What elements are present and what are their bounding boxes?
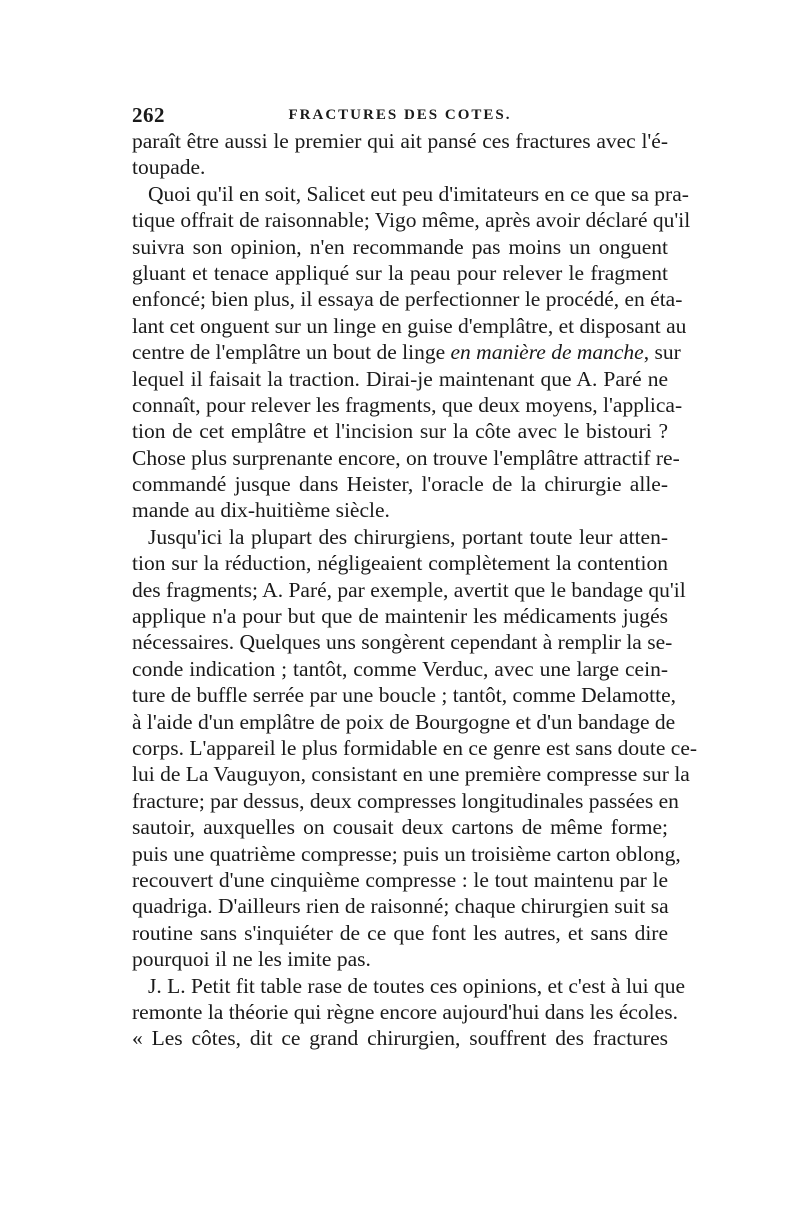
text-segment: sautoir, auxquelles on cousait deux cartons de même forme;: [132, 815, 668, 840]
running-title: FRACTURES DES COTES.: [288, 107, 512, 123]
text-line: [132, 841, 681, 867]
text-line: [132, 735, 698, 761]
text-line: [132, 867, 668, 893]
text-segment: gluant et tenace appliqué sur la peau pour relever le fragment: [132, 260, 668, 285]
text-line: [132, 788, 679, 814]
text-segment: remonte la théorie qui règne encore aujourd'hui dans les écoles.: [132, 999, 678, 1024]
text-line: [132, 893, 668, 919]
text-line: [132, 550, 668, 576]
text-segment: ture de buffle serrée par une boucle ; tantôt, comme Delamotte,: [132, 683, 677, 708]
text-line: [132, 418, 668, 444]
text-line: [132, 577, 686, 603]
text-segment: lequel il faisait la traction. Dirai-je maintenant que A. Paré ne: [132, 366, 668, 391]
text-line: [132, 154, 668, 180]
text-segment: lant cet onguent sur un linge en guise d'emplâtre, et disposant au: [132, 313, 687, 338]
text-line: [132, 629, 673, 655]
text-segment: lui de La Vauguyon, consistant en une première compresse sur la: [132, 762, 690, 787]
text-segment: tion de cet emplâtre et l'incision sur la côte avec le bistouri ?: [132, 419, 668, 444]
text-line: [132, 339, 681, 365]
text-line: [132, 603, 668, 629]
text-line: [132, 207, 691, 233]
text-segment: commandé jusque dans Heister, l'oracle de la chirurgie alle-: [132, 472, 668, 497]
text-segment: pourquoi il ne les imite pas.: [132, 947, 371, 972]
text-segment: conde indication ; tantôt, comme Verduc, avec une large cein-: [132, 656, 668, 681]
text-segment: Quoi qu'il en soit, Salicet eut peu d'imitateurs en ce que sa pra-: [148, 181, 689, 206]
text-line: [132, 946, 668, 972]
text-segment: à l'aide d'un emplâtre de poix de Bourgogne et d'un bandage de: [132, 709, 676, 734]
text-line: [132, 709, 676, 735]
text-line: [132, 471, 668, 497]
text-line: [132, 392, 683, 418]
text-segment: centre de l'emplâtre un bout de linge: [132, 340, 451, 365]
text-line: [132, 973, 686, 999]
text-segment: suivra son opinion, n'en recommande pas moins un onguent: [132, 234, 668, 259]
text-segment: connaît, pour relever les fragments, que deux moyens, l'applica-: [132, 392, 683, 417]
text-line: [132, 1025, 668, 1051]
text-line: [132, 682, 677, 708]
text-segment: mande au dix-huitième siècle.: [132, 498, 390, 523]
text-segment: « Les côtes, dit ce grand chirurgien, souffrent des fractures: [132, 1026, 668, 1051]
text-line: [132, 761, 690, 787]
text-line: [132, 234, 668, 260]
text-line: [132, 497, 668, 523]
text-line: [132, 445, 680, 471]
page-number: 262: [132, 103, 165, 127]
text-line: [132, 524, 668, 550]
text-line: [132, 920, 668, 946]
text-segment: Jusqu'ici la plupart des chirurgiens, portant toute leur atten-: [148, 524, 668, 549]
text-segment: fracture; par dessus, deux compresses longitudinales passées en: [132, 788, 679, 813]
text-line: [132, 313, 687, 339]
page-header: [132, 103, 668, 129]
text-segment: J. L. Petit fit table rase de toutes ces opinions, et c'est à lui que: [148, 973, 686, 998]
text-segment: enfoncé; bien plus, il essaya de perfectionner le procédé, en éta-: [132, 287, 683, 312]
text-segment: puis une quatrième compresse; puis un troisième carton oblong,: [132, 841, 681, 866]
italic-phrase: en manière de manche: [450, 340, 644, 365]
text-segment: quadriga. D'ailleurs rien de raisonné; chaque chirurgien suit sa: [132, 894, 669, 919]
text-segment: Chose plus surprenante encore, on trouve l'emplâtre attractif re-: [132, 445, 680, 470]
text-line: [132, 128, 668, 154]
text-line: [132, 999, 678, 1025]
text-segment: recouvert d'une cinquième compresse : le tout maintenu par le: [132, 867, 668, 892]
text-segment: , sur: [643, 340, 681, 365]
text-line: [132, 181, 689, 207]
text-segment: routine sans s'inquiéter de ce que font les autres, et sans dire: [132, 920, 668, 945]
text-segment: paraît être aussi le premier qui ait pansé ces fractures avec l'é-: [132, 129, 668, 153]
text-segment: tion sur la réduction, négligeaient complètement la contention: [132, 551, 668, 576]
text-line: [132, 366, 668, 392]
text-segment: corps. L'appareil le plus formidable en ce genre est sans doute ce-: [132, 735, 698, 760]
text-segment: toupade.: [132, 155, 206, 180]
text-line: [132, 656, 668, 682]
text-segment: nécessaires. Quelques uns songèrent cependant à remplir la se-: [132, 630, 673, 655]
text-line: [132, 814, 668, 840]
text-line: [132, 260, 668, 286]
text-segment: tique offrait de raisonnable; Vigo même, après avoir déclaré qu'il: [132, 208, 691, 233]
body-text: [132, 128, 698, 1052]
text-segment: des fragments; A. Paré, par exemple, avertit que le bandage qu'il: [132, 577, 686, 602]
text-line: [132, 286, 683, 312]
text-segment: applique n'a pour but que de maintenir les médicaments jugés: [132, 604, 668, 629]
